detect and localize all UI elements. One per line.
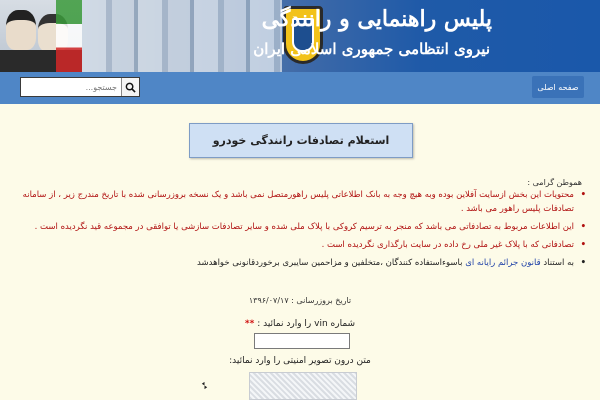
nav-toolbar: [0, 72, 600, 104]
notice-list: [14, 188, 588, 274]
notice-suffix: باسوءاستفاده کنندگان ،متخلفین و مزاحمین سایبری برخوردقانونی خواهدشد: [197, 258, 463, 268]
notice-item: • محتویات این بخش ازسایت آفلاین بوده وبه هیچ وجه به بانک اطلاعاتی پلیس راهورمتصل نمی باشد و یک نسخه بروزرسانی شده با تاریخ مندرج زیر ، از سامانه تصادفات پلیس راهور می باشد .: [14, 188, 588, 216]
captcha-image: [249, 372, 357, 400]
iran-flag-image: [56, 0, 82, 72]
home-button[interactable]: صفحه اصلی: [532, 76, 584, 98]
search-box: [20, 77, 140, 97]
required-mark: **: [244, 319, 255, 329]
update-date: تاریخ بروزرسانی : ۱۳۹۶/۰۷/۱۷: [248, 296, 352, 305]
vin-label-text: شماره vin را وارد نمائید :: [257, 319, 356, 329]
greeting-text: هموطن گرامی :: [527, 178, 582, 187]
notice-item: [14, 256, 588, 270]
captcha-label: متن درون تصویر امنیتی را وارد نمائید:: [229, 356, 371, 366]
refresh-icon: [200, 381, 209, 390]
notice-item: • این اطلاعات مربوط به تصادفاتی می باشد که منجر به ترسیم کروکی با پلاک ملی شده و سایر تصادفات سازشی یا توافقی در مجموعه قید نگردیده است .: [14, 220, 588, 234]
site-title: پلیس راهنمایی و رانندگی: [261, 6, 492, 32]
notice-item: • تصادفاتی که با پلاک غیر ملی رخ داده در سایت بارگذاری نگردیده است .: [14, 238, 588, 252]
search-icon: [125, 82, 136, 93]
site-header: [0, 0, 600, 72]
cyber-law-link[interactable]: قانون جرائم رایانه ای: [465, 258, 541, 268]
police-cars-banner-image: [82, 0, 282, 72]
vin-input[interactable]: [254, 333, 350, 349]
vin-label: [0, 319, 600, 329]
portrait-face: [6, 10, 36, 50]
search-button[interactable]: [121, 78, 139, 96]
page-title: استعلام تصادفات رانندگی خودرو: [189, 123, 413, 158]
notice-prefix: به استناد: [543, 258, 574, 268]
search-input[interactable]: [21, 78, 121, 96]
refresh-captcha-button[interactable]: [199, 380, 209, 390]
site-subtitle: نیروی انتظامی جمهوری اسلامی ایران: [253, 40, 490, 58]
